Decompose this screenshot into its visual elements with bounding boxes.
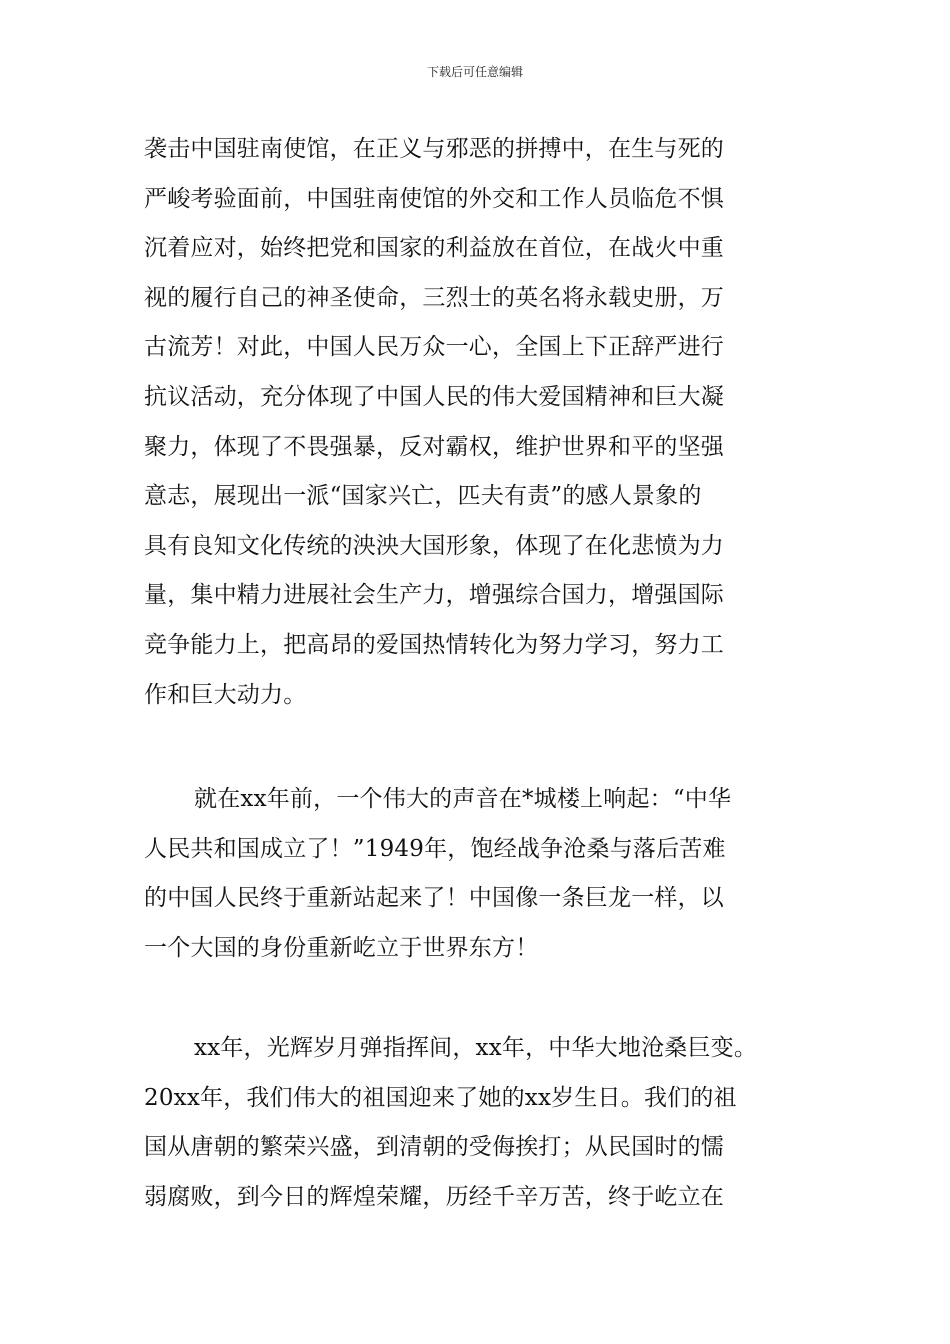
- text-line: xx年，光辉岁月弹指挥间，xx年，中华大地沧桑巨变。: [194, 1035, 758, 1061]
- text-line: 人民共和国成立了！”1949年，饱经战争沧桑与落后苦难: [144, 835, 726, 862]
- text-line: 视的履行自己的神圣使命，三烈士的英名将永载史册，万: [144, 284, 724, 311]
- text-line: 聚力，体现了不畏强暴，反对霸权，维护世界和平的坚强: [144, 433, 724, 460]
- text-line: 作和巨大动力。: [144, 681, 307, 708]
- page-header: 下载后可任意编辑: [426, 65, 523, 79]
- paragraph-2: [144, 775, 834, 973]
- text-line: 20xx年，我们伟大的祖国迎来了她的xx岁生日。我们的祖: [144, 1084, 737, 1111]
- text-line: 具有良知文化传统的泱泱大国形象，体现了在化悲愤为力: [144, 532, 724, 559]
- text-line: 古流芳！对此，中国人民万众一心，全国上下正辞严进行: [144, 334, 724, 361]
- paragraph-1: [144, 125, 834, 720]
- text-line: 的中国人民终于重新站起来了！中国像一条巨龙一样，以: [144, 885, 724, 912]
- text-line: 一个大国的身份重新屹立于世界东方！: [144, 934, 539, 961]
- text-line: 严峻考验面前，中国驻南使馆的外交和工作人员临危不惧: [144, 185, 724, 212]
- text-line: 国从唐朝的繁荣兴盛，到清朝的受侮挨打；从民国时的懦: [144, 1134, 724, 1161]
- text-line: 沉着应对，始终把党和国家的利益放在首位，在战火中重: [144, 235, 724, 262]
- paragraph-3: [144, 1024, 834, 1222]
- text-line: 袭击中国驻南使馆，在正义与邪恶的拼搏中，在生与死的: [144, 136, 724, 162]
- text-line: 意志，展现出一派“国家兴亡，匹夫有责”的感人景象的: [144, 483, 702, 510]
- text-line: 就在xx年前，一个伟大的声音在*城楼上响起：“中华: [194, 786, 732, 812]
- text-line: 抗议活动，充分体现了中国人民的伟大爱国精神和巨大凝: [144, 383, 724, 410]
- text-line: 弱腐败，到今日的辉煌荣耀，历经千辛万苦，终于屹立在: [144, 1183, 724, 1210]
- text-line: 量，集中精力进展社会生产力，增强综合国力，增强国际: [144, 582, 724, 609]
- text-line: 竞争能力上，把高昂的爱国热情转化为努力学习，努力工: [144, 631, 724, 658]
